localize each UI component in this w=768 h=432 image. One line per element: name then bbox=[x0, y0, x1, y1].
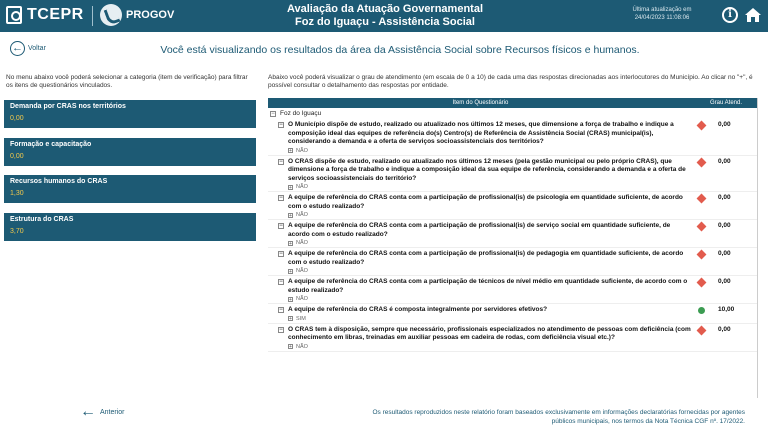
category-value: 0,00 bbox=[10, 153, 24, 160]
answer-row bbox=[268, 239, 757, 247]
answer-row bbox=[268, 267, 757, 275]
collapse-toggle[interactable]: − bbox=[279, 326, 283, 333]
grade-value: 0,00 bbox=[718, 325, 731, 333]
expand-toggle[interactable]: + bbox=[289, 212, 292, 219]
answer-row bbox=[268, 211, 757, 219]
question bbox=[268, 326, 757, 343]
grade-value: 0,00 bbox=[718, 250, 731, 257]
status-alert-icon bbox=[697, 278, 707, 288]
category-name: Formação e capacitação bbox=[10, 141, 92, 148]
expand-toggle[interactable]: + bbox=[289, 344, 292, 350]
question bbox=[268, 306, 757, 315]
status-alert-icon bbox=[697, 157, 707, 167]
question-text: A equipe de referência do CRAS conta com a participação de profissional(is) de pedagogia em quantidade suficiente, de acordo com o estudo realizado? bbox=[288, 250, 684, 266]
category-value: 3,70 bbox=[10, 228, 24, 235]
table-header bbox=[268, 98, 757, 108]
grade-value: 0,00 bbox=[718, 121, 731, 128]
disclaimer-note: Os resultados reproduzidos neste relatório foram baseados exclusivamente em informações declaratórias fornecidas por agentes públicos municipais, nos termos da Nota Técnica CGF nº. 17/2022. bbox=[372, 409, 745, 425]
collapse-toggle[interactable]: − bbox=[279, 279, 283, 285]
expand-toggle[interactable]: + bbox=[289, 240, 292, 247]
table-row bbox=[268, 248, 757, 276]
table-row bbox=[268, 192, 757, 220]
question-text: A equipe de referência do CRAS conta com a participação de técnicos de nível médio em quantidade suficiente, de acordo com o estudo realizado? bbox=[288, 278, 688, 294]
category-value: 1,30 bbox=[10, 190, 24, 197]
table-row bbox=[268, 156, 757, 193]
grade-value: 0,00 bbox=[718, 194, 731, 201]
status-alert-icon bbox=[697, 325, 707, 335]
grade-value: 0,00 bbox=[718, 157, 731, 165]
status-alert-icon bbox=[697, 250, 707, 260]
collapse-toggle[interactable]: − bbox=[279, 122, 283, 128]
home-icon[interactable] bbox=[744, 6, 762, 24]
tcepr-logo bbox=[6, 6, 84, 24]
answer-row bbox=[268, 183, 757, 191]
table-row bbox=[268, 220, 757, 248]
table-row bbox=[268, 304, 757, 324]
top-header bbox=[0, 0, 768, 32]
answer-row bbox=[268, 147, 757, 155]
status-ok-icon bbox=[698, 307, 705, 314]
area-banner: Você está visualizando os resultados da área da Assistência Social sobre Recursos físicos e humanos. bbox=[160, 44, 640, 56]
answer-value: NÃO bbox=[296, 343, 308, 350]
answer-value: NÃO bbox=[296, 212, 308, 218]
category-card[interactable] bbox=[4, 175, 256, 203]
answer-value: SIM bbox=[296, 315, 306, 322]
grade-value: 0,00 bbox=[718, 278, 731, 285]
answer-row bbox=[268, 343, 757, 351]
last-update-label: Última atualização em bbox=[632, 7, 692, 13]
questions-table bbox=[268, 98, 758, 398]
category-value: 0,00 bbox=[10, 115, 24, 122]
page-title-line1: Avaliação da Atuação Governamental bbox=[286, 3, 484, 15]
table-row bbox=[268, 324, 757, 352]
answer-value: NÃO bbox=[296, 184, 308, 190]
municipality-name: Foz do Iguaçu bbox=[280, 110, 322, 117]
answer-value: NÃO bbox=[296, 147, 308, 154]
right-instructions: Abaixo você poderá visualizar o grau de atendimento (em escala de 0 a 10) de cada uma das respostas direcionadas aos interlocutores do Município. Ao clicar no "+", é possível consultar o detalhamento das respostas por entidade. bbox=[268, 74, 753, 89]
expand-toggle[interactable]: + bbox=[289, 184, 292, 191]
left-instructions: No menu abaixo você poderá selecionar a categoria (item de verificação) para filtrar os itens de questionários vinculados. bbox=[6, 74, 248, 89]
collapse-toggle[interactable]: − bbox=[279, 158, 283, 165]
question-text: A equipe de referência do CRAS conta com a participação de profissional(is) de serviço social em quantidade suficiente, de acordo com o estudo realizado? bbox=[288, 222, 671, 238]
grade-value: 10,00 bbox=[718, 306, 735, 313]
col-item-header: Item do Questionário bbox=[452, 100, 509, 106]
table-row bbox=[268, 119, 757, 156]
last-update-value: 24/04/2023 11:08:06 bbox=[634, 15, 690, 21]
info-icon[interactable]: i bbox=[722, 7, 738, 23]
progov-logo-icon bbox=[100, 4, 122, 26]
previous-label: Anterior bbox=[100, 408, 125, 416]
back-button[interactable] bbox=[10, 41, 46, 56]
question bbox=[268, 278, 757, 295]
arrow-left-icon: ← bbox=[80, 403, 96, 420]
tcepr-logo-text: TCEPR bbox=[27, 6, 84, 23]
question-text: O CRAS dispõe de estudo, realizado ou atualizado nos últimos 12 meses (pela gestão municipal ou pelo próprio CRAS), que dimensione a força de trabalho e indique a composição ideal da sua equipe de referência, considerando a demanda e a oferta de serviços socioassistenciais do território? bbox=[288, 157, 686, 182]
back-label: Voltar bbox=[28, 45, 46, 52]
question bbox=[268, 194, 757, 211]
answer-value: NÃO bbox=[296, 296, 308, 302]
question-text: A equipe de referência do CRAS é composta integralmente por servidores efetivos? bbox=[288, 306, 548, 313]
category-name: Recursos humanos do CRAS bbox=[10, 178, 108, 185]
category-card[interactable] bbox=[4, 100, 256, 128]
header-divider bbox=[92, 6, 93, 26]
last-update bbox=[612, 6, 712, 22]
question bbox=[268, 222, 757, 239]
expand-toggle[interactable]: + bbox=[289, 268, 292, 275]
category-name: Estrutura do CRAS bbox=[10, 216, 74, 223]
collapse-toggle[interactable]: − bbox=[279, 195, 283, 201]
status-alert-icon bbox=[697, 222, 707, 232]
expand-toggle[interactable]: + bbox=[289, 316, 292, 322]
answer-value: NÃO bbox=[296, 240, 308, 246]
status-alert-icon bbox=[697, 194, 707, 204]
page-title bbox=[230, 3, 540, 29]
expand-toggle[interactable]: + bbox=[289, 296, 292, 303]
question-text: A equipe de referência do CRAS conta com a participação de profissional(is) de psicologia em quantidade suficiente, de acordo com o estudo realizado? bbox=[288, 194, 683, 210]
question bbox=[268, 250, 757, 267]
table-row bbox=[268, 276, 757, 304]
progov-logo-text: PROGOV bbox=[126, 9, 175, 21]
tcepr-logo-icon bbox=[6, 6, 22, 24]
back-arrow-icon: ← bbox=[12, 42, 23, 54]
collapse-toggle[interactable]: − bbox=[271, 110, 275, 117]
page-title-line2: Foz do Iguaçu - Assistência Social bbox=[295, 16, 475, 28]
category-card[interactable] bbox=[4, 138, 256, 166]
previous-button[interactable] bbox=[80, 405, 125, 419]
question-text: O CRAS tem à disposição, sempre que necessário, profissionais especializados no atendimento de pessoas com deficiência (com conhecimento em libras, treinadas em auxiliar pessoas em cadeira de rodas, com deficiência visual etc.)? bbox=[288, 325, 691, 341]
collapse-toggle[interactable]: − bbox=[279, 251, 283, 257]
col-grade-header: Grau Atend. bbox=[709, 100, 743, 106]
category-card[interactable] bbox=[4, 213, 256, 241]
collapse-toggle[interactable]: − bbox=[279, 223, 283, 229]
answer-row bbox=[268, 295, 757, 303]
municipality-group bbox=[268, 108, 757, 119]
category-name: Demanda por CRAS nos territórios bbox=[10, 103, 126, 110]
question bbox=[268, 158, 757, 184]
status-alert-icon bbox=[697, 121, 707, 131]
answer-value: NÃO bbox=[296, 268, 308, 274]
collapse-toggle[interactable]: − bbox=[279, 307, 283, 313]
grade-value: 0,00 bbox=[718, 222, 731, 229]
question bbox=[268, 121, 757, 147]
progov-logo bbox=[100, 4, 174, 26]
expand-toggle[interactable]: + bbox=[289, 148, 292, 154]
answer-row bbox=[268, 315, 757, 323]
question-text: O Município dispõe de estudo, realizado ou atualizado nos últimos 12 meses, que dimensione a força de trabalho e indique a composição ideal das equipes de referência do(s) Centro(s) de Referência de Assistência Social (CRAS) municipal(is), considerando a demanda e a oferta de serviços socioassistenciais dos territórios? bbox=[288, 121, 674, 145]
